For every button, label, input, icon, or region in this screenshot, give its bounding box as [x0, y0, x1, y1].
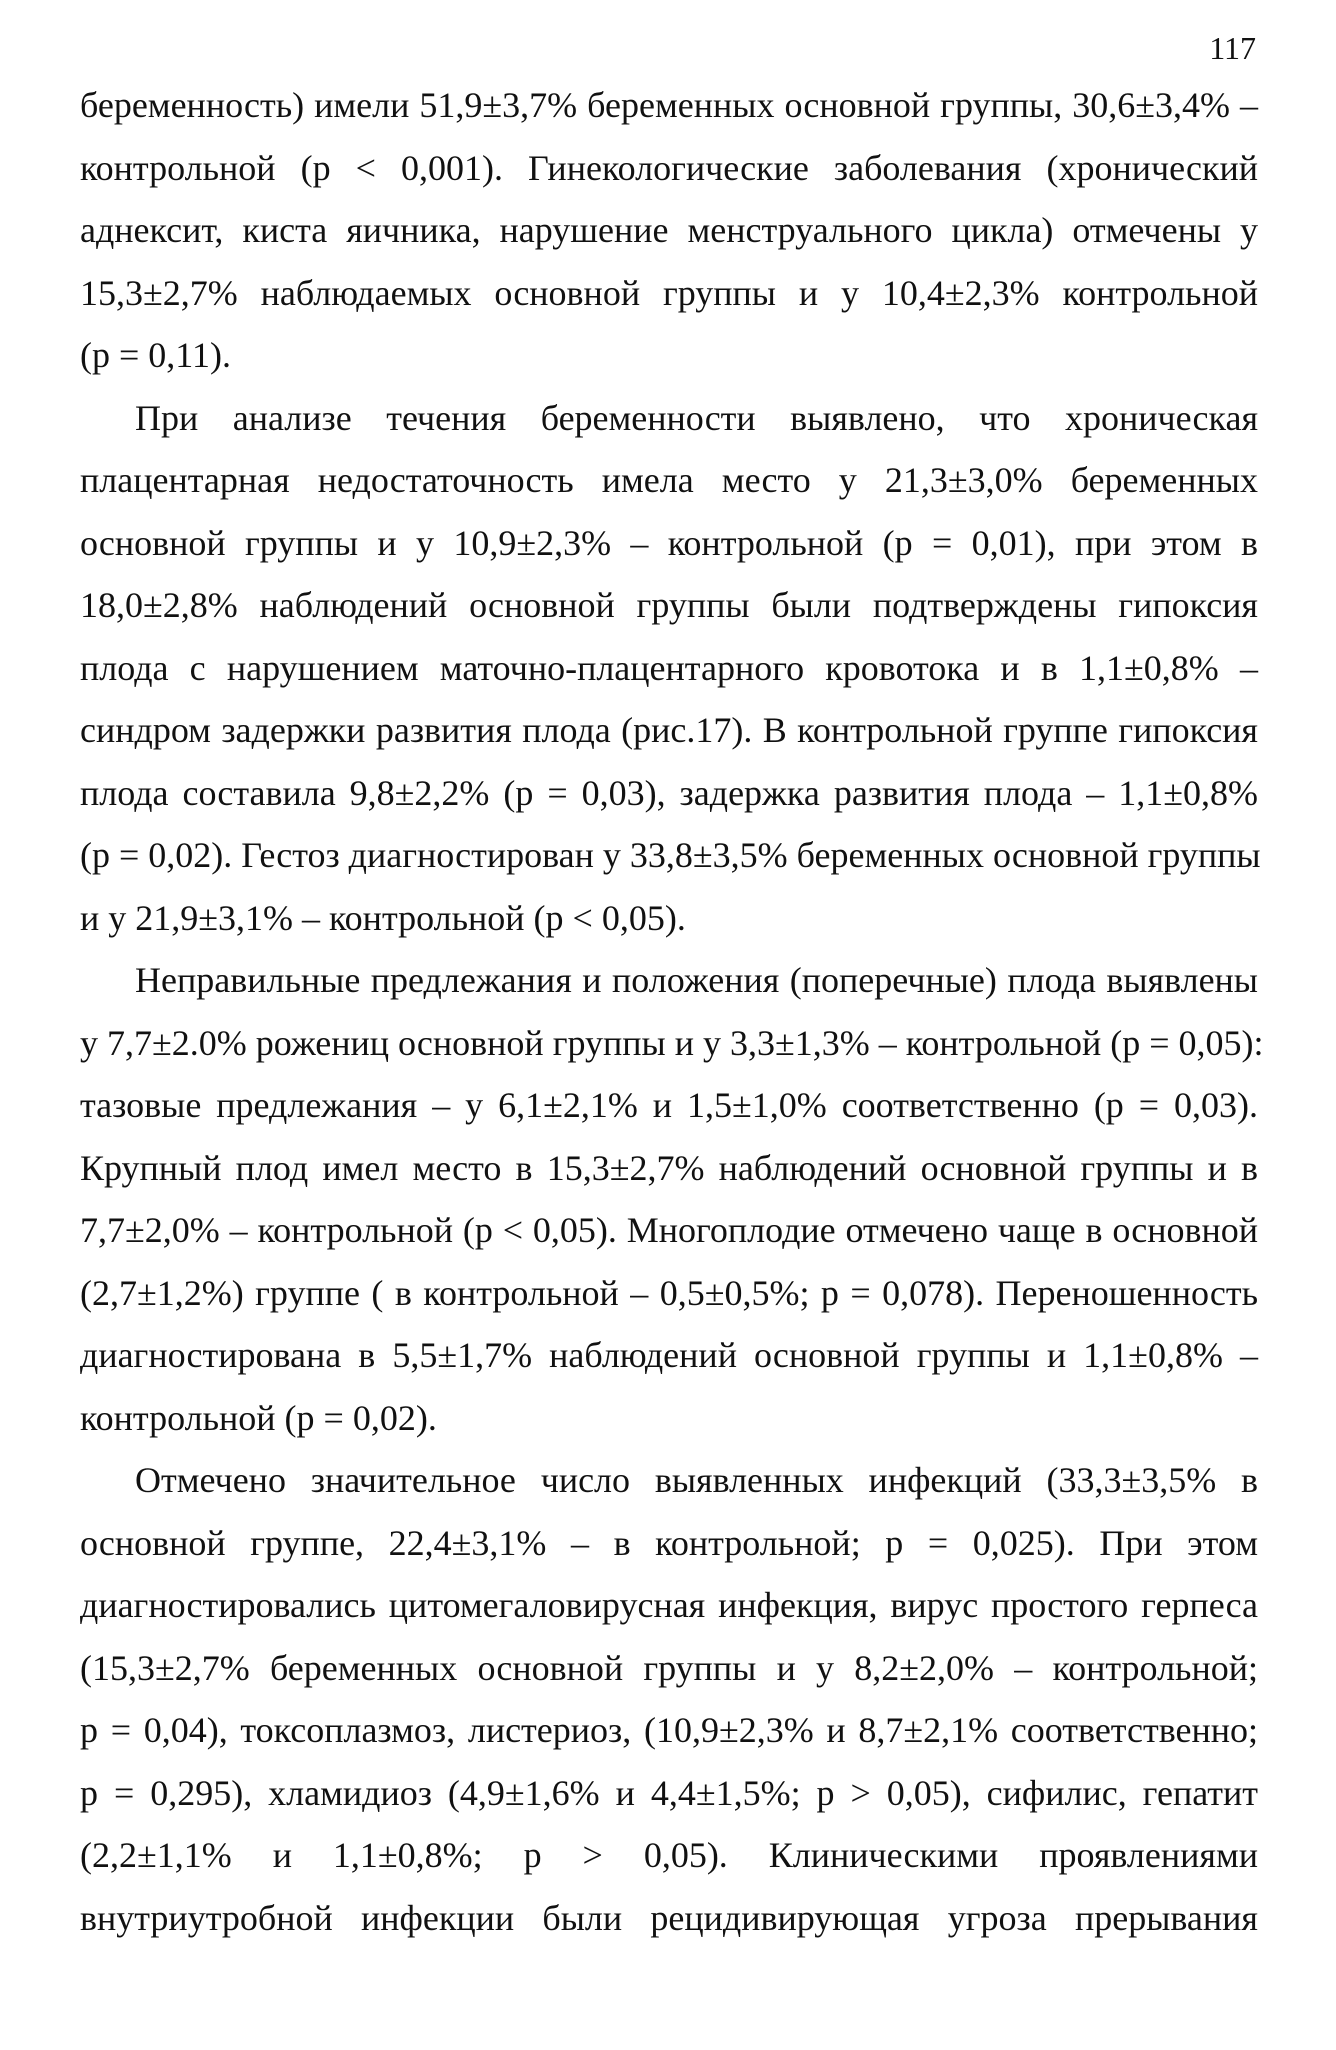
text-line: Отмечено значительное число выявленных инфекций (33,3±3,5% в [135, 1460, 1258, 1500]
text-line: Неправильные предлежания и положения (поперечные) плода выявлены [135, 960, 1258, 1000]
paragraph-1 [80, 74, 1258, 387]
text-line: синдром задержки развития плода (рис.17). В контрольной группе гипоксия [80, 710, 1258, 750]
text-line: (15,3±2,7% беременных основной группы и у 8,2±2,0% – контрольной; [80, 1647, 1258, 1688]
page-number: 117 [1209, 30, 1256, 66]
text-line: 7,7±2,0% – контрольной (р < 0,05). Многоплодие отмечено чаще в основной [80, 1210, 1258, 1250]
text-line: беременность) имели 51,9±3,7% беременных основной группы, 30,6±3,4% – [80, 85, 1258, 125]
paragraph-4 [80, 1449, 1258, 1949]
text-line: р = 0,04), токсоплазмоз, листериоз, (10,9±2,3% и 8,7±2,1% соответственно; [80, 1710, 1258, 1750]
text-line: плода с нарушением маточно-плацентарного кровотока и в 1,1±0,8% – [80, 647, 1258, 688]
text-line: диагностирована в 5,5±1,7% наблюдений основной группы и 1,1±0,8% – [80, 1335, 1258, 1375]
text-line: внутриутробной инфекции были рецидивирующая угроза прерывания [80, 1897, 1258, 1938]
text-line: 15,3±2,7% наблюдаемых основной группы и у 10,4±2,3% контрольной [80, 272, 1258, 313]
text-line: р = 0,295), хламидиоз (4,9±1,6% и 4,4±1,5%; р > 0,05), сифилис, гепатит [80, 1772, 1258, 1813]
text-line: основной группы и у 10,9±2,3% – контрольной (р = 0,01), при этом в [80, 522, 1258, 563]
text-line: диагностировались цитомегаловирусная инфекция, вирус простого герпеса [80, 1585, 1258, 1625]
text-line: (2,2±1,1% и 1,1±0,8%; р > 0,05). Клиническими проявлениями [80, 1835, 1258, 1875]
text-line: основной группе, 22,4±3,1% – в контрольной; р = 0,025). При этом [80, 1522, 1258, 1563]
text-line: контрольной (р < 0,001). Гинекологические заболевания (хронический [80, 147, 1258, 188]
text-line: контрольной (р = 0,02). [80, 1397, 437, 1438]
document-body [80, 30, 1264, 1949]
text-line: (2,7±1,2%) группе ( в контрольной – 0,5±0,5%; р = 0,078). Переношенность [80, 1272, 1258, 1313]
text-line: у 7,7±2.0% рожениц основной группы и у 3,3±1,3% – контрольной (р = 0,05): [80, 1022, 1264, 1063]
text-line: аднексит, киста яичника, нарушение менструального цикла) отмечены у [80, 210, 1258, 250]
text-line: плода составила 9,8±2,2% (р = 0,03), задержка развития плода – 1,1±0,8% [80, 772, 1258, 813]
text-line: тазовые предлежания – у 6,1±2,1% и 1,5±1,0% соответственно (р = 0,03). [80, 1085, 1258, 1125]
text-line: плацентарная недостаточность имела место у 21,3±3,0% беременных [80, 460, 1258, 500]
text-line: и у 21,9±3,1% – контрольной (р < 0,05). [80, 897, 686, 938]
text-line: (р = 0,02). Гестоз диагностирован у 33,8±3,5% беременных основной группы [80, 835, 1261, 875]
paragraph-3 [80, 949, 1264, 1449]
paragraph-2 [80, 387, 1261, 950]
text-line: Крупный плод имел место в 15,3±2,7% наблюдений основной группы и в [80, 1147, 1258, 1188]
text-line: 18,0±2,8% наблюдений основной группы были подтверждены гипоксия [80, 585, 1258, 625]
text-line: (р = 0,11). [80, 335, 231, 375]
text-line: При анализе течения беременности выявлено, что хроническая [135, 397, 1258, 438]
